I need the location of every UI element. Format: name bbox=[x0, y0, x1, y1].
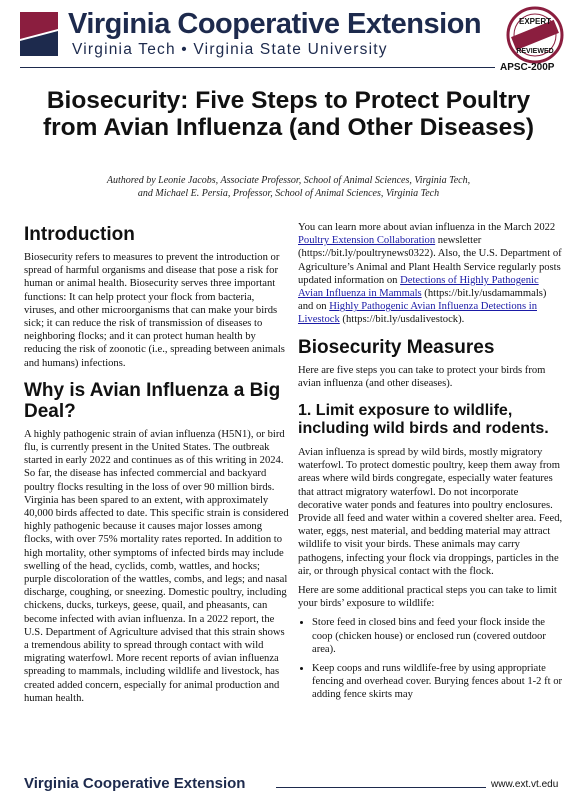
header-rule bbox=[20, 67, 495, 68]
brand-name: Virginia Cooperative Extension bbox=[68, 8, 482, 40]
vce-logo-icon bbox=[20, 12, 58, 56]
document-title: Biosecurity: Five Steps to Protect Poultry from Avian Influenza (and Other Diseases) bbox=[42, 87, 535, 141]
authors bbox=[20, 174, 557, 200]
footer-brand: Virginia Cooperative Extension bbox=[24, 775, 246, 792]
step1-text: Avian influenza is spread by wild birds, mostly migratory waterfowl. To protect domestic poultry, keep them away from areas where wild birds congregate, especially water features that attract migratory waterfowl. Do not incorporate decorative water ponds and features into poultry enclosures. Provide all feed and water within a covered shelter area. Feed, water, eggs, nest material, and bedding material may attract wildlife to visit your birds. These animals may carry pathogens, infecting your flock via droppings, particles in the air, or through physical contact with the flock. bbox=[298, 447, 563, 577]
authors-line-2: and Michael E. Persia, Professor, School of Animal Sciences, Virginia Tech bbox=[137, 188, 440, 199]
mammals-detections-link[interactable]: Detections of Highly Pathogenic Avian Influenza in Mammals bbox=[298, 274, 539, 300]
expert-reviewed-seal-icon bbox=[506, 6, 564, 64]
biosecurity-measures-text: Here are five steps you can take to protect your birds from avian influenza (and other diseases). bbox=[298, 364, 546, 389]
learn-text-2: newsletter (https://bit.ly/poultrynews0322). Also, the U.S. Department of Agriculture’s Animal and Plant Health Service regularly posts updated information on bbox=[298, 235, 562, 286]
steps-intro: Here are some additional practical steps you can take to limit your birds’ exposure to wildlife: bbox=[298, 585, 557, 610]
biosecurity-measures-heading: Biosecurity Measures bbox=[298, 336, 495, 358]
learn-text-3: (https://bit.ly/usdamammals) and on bbox=[298, 288, 547, 313]
introduction-heading: Introduction bbox=[24, 224, 135, 245]
why-text: A highly pathogenic strain of avian influenza (H5N1), or bird flu, is currently present in the United States. The outbreak started in early 2022 and continues as of this writing in 2024. So far, the disease has infected commercial and backyard poultry flocks resulting in the loss of over 90 million birds. Virginia has been spared to an extent, with approximately 40,000 birds affected to date. This specific strain is considered highly pathogenic because it causes major losses among flocks, with over 75% mortality rates reported. In addition to high mortality, other symptoms of infected birds may include swelling of the head, cyclids, comb, wattles, and hocks; purple discoloration of the wattles, combs, and legs; and nasal discharge, coughing, or sneezing. Domestic poultry, including chickens, ducks, turkeys, geese, quail, and pheasants, can become infected with avian influenza. In a 2022 report, the U.S. Department of Agriculture advised that this strain shows a tremendous ability to spread through contact with wild migrating waterfowl. More recent reports of avian influenza spreading to mammals, including wildlife and livestock, has created added concern, especially for animal production and human health. bbox=[24, 428, 289, 704]
left-column bbox=[24, 224, 289, 711]
svg-text:REVIEWED: REVIEWED bbox=[516, 48, 554, 55]
livestock-detections-link[interactable]: Highly Pathogenic Avian Influenza Detections in Livestock bbox=[298, 301, 537, 326]
svg-text:EXPERT: EXPERT bbox=[518, 17, 552, 26]
steps-list bbox=[298, 616, 563, 701]
why-heading: Why is Avian Influenza a Big Deal? bbox=[24, 379, 281, 422]
introduction-text: Biosecurity refers to measures to prevent the introduction or spread of harmful organisms and disease that pose a risk for human or animal health. Biosecurity serves three important functions: It can help protect your flock from bacteria, viruses, and other microorganisms that can make your birds sick; it can reduce the risk of transmission of diseases to neighboring flocks; and it can protect human health by reducing the risk of zoonotic (i.e., spreading between animals and humans) infections. bbox=[24, 252, 285, 369]
poultry-extension-link[interactable]: Poultry Extension Collaboration bbox=[298, 235, 436, 247]
list-item: • Keep coops and runs wildlife-free by using appropriate fencing and overhead cover. Burying fences about 1-2 ft or adding fence skirts may bbox=[312, 662, 563, 702]
learn-more-paragraph bbox=[298, 221, 563, 327]
right-column bbox=[298, 221, 563, 708]
footer-rule bbox=[276, 787, 486, 788]
list-item: • Store feed in closed bins and feed your flock inside the coop (chicken house) or enclosed run (covered outdoor area). bbox=[312, 616, 563, 656]
brand-universities: Virginia Tech • Virginia State University bbox=[72, 41, 388, 58]
publication-code: APSC-200P bbox=[500, 62, 555, 73]
footer-url: www.ext.vt.edu bbox=[491, 779, 559, 790]
learn-text-4: (https://bit.ly/usdalivestock). bbox=[339, 314, 465, 326]
learn-text-1: You can learn more about avian influenza in the March 2022 bbox=[298, 222, 556, 233]
authors-line-1: Authored by Leonie Jacobs, Associate Professor, School of Animal Sciences, Virginia Tech, bbox=[106, 175, 471, 186]
step1-heading: 1. Limit exposure to wildlife, including wild birds and rodents. bbox=[298, 402, 549, 438]
